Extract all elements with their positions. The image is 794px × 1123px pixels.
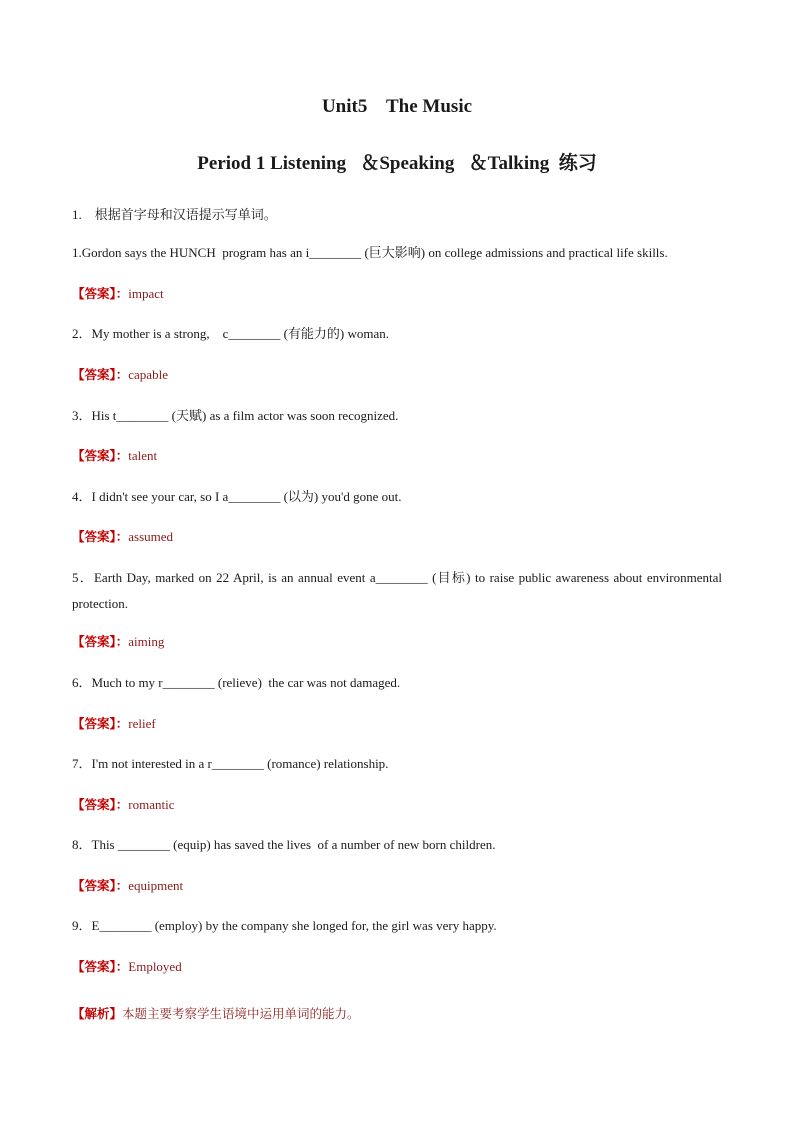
question-8: 8．This ________ (equip) has saved the lives of a number of new born children. bbox=[72, 837, 496, 852]
analysis-label: 【解析】 bbox=[72, 1006, 123, 1021]
question-1: 1.Gordon says the HUNCH program has an i________ (巨大影响) on college admissions and practical life skills. bbox=[72, 245, 668, 260]
section-heading: 1. 根据首字母和汉语提示写单词。 bbox=[72, 207, 277, 222]
answer-label: 【答案】： bbox=[72, 529, 129, 544]
question-2: 2．My mother is a strong, c________ (有能力的) woman. bbox=[72, 326, 390, 341]
answer-9 bbox=[72, 958, 182, 976]
answer-3 bbox=[72, 447, 157, 465]
answer-label: 【答案】： bbox=[72, 797, 129, 812]
answer-8 bbox=[72, 877, 183, 895]
answer-1 bbox=[72, 285, 164, 303]
question-4: 4．I didn't see your car, so I a________ (以为) you'd gone out. bbox=[72, 489, 402, 504]
answer-value: relief bbox=[128, 716, 156, 731]
answer-value: capable bbox=[128, 367, 168, 382]
answer-value: romantic bbox=[128, 797, 175, 812]
question-6: 6．Much to my r________ (relieve) the car was not damaged. bbox=[72, 675, 401, 690]
answer-2 bbox=[72, 366, 168, 384]
answer-7 bbox=[72, 796, 174, 814]
analysis bbox=[72, 1005, 360, 1023]
question-5: 5．Earth Day, marked on 22 April, is an annual event a________ (目标) to raise public awareness about environmental protection. bbox=[72, 570, 722, 611]
answer-label: 【答案】： bbox=[72, 959, 129, 974]
question-3: 3．His t________ (天赋) as a film actor was soon recognized. bbox=[72, 408, 399, 423]
page-subtitle: Period 1 Listening ＆Speaking ＆Talking 练习 bbox=[197, 153, 597, 174]
analysis-text: 本题主要考察学生语境中运用单词的能力。 bbox=[122, 1006, 360, 1021]
answer-label: 【答案】： bbox=[72, 448, 129, 463]
answer-4 bbox=[72, 528, 173, 546]
answer-value: equipment bbox=[128, 878, 184, 893]
answer-6 bbox=[72, 715, 156, 733]
answer-label: 【答案】： bbox=[72, 716, 129, 731]
answer-5 bbox=[72, 633, 164, 651]
page-title: Unit5 The Music bbox=[321, 96, 473, 117]
question-9: 9．E________ (employ) by the company she longed for, the girl was very happy. bbox=[72, 918, 497, 933]
question-7: 7．I'm not interested in a r________ (romance) relationship. bbox=[72, 756, 389, 771]
answer-label: 【答案】： bbox=[72, 367, 129, 382]
answer-value: assumed bbox=[128, 529, 174, 544]
answer-value: impact bbox=[128, 286, 164, 301]
answer-label: 【答案】： bbox=[72, 878, 129, 893]
answer-value: Employed bbox=[128, 959, 182, 974]
answer-label: 【答案】： bbox=[72, 286, 129, 301]
answer-value: aiming bbox=[128, 634, 165, 649]
answer-value: talent bbox=[128, 448, 158, 463]
answer-label: 【答案】： bbox=[72, 634, 129, 649]
